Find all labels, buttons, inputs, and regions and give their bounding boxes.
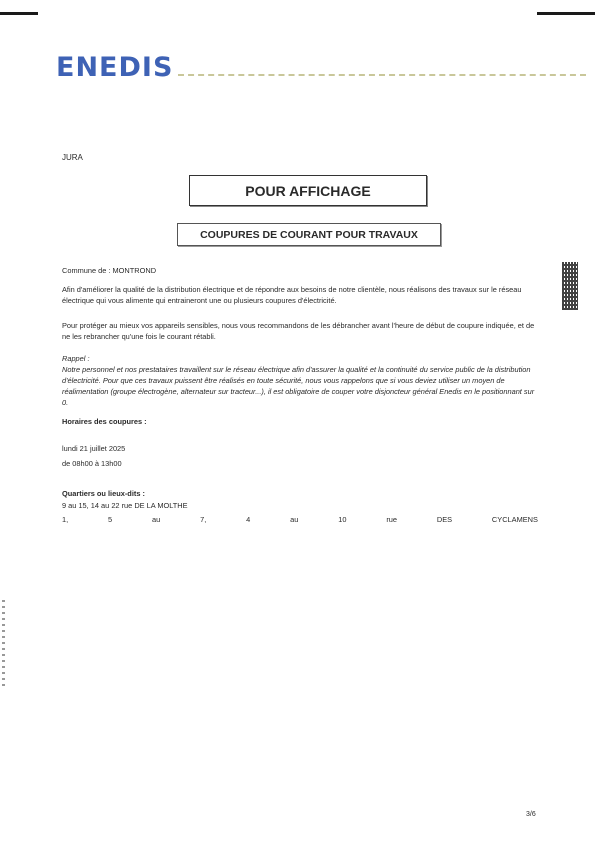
commune-line: Commune de : MONTROND: [62, 266, 157, 275]
protect-paragraph: Pour protéger au mieux vos appareils sensibles, nous vous recommandons de les débrancher avant l'heure de début de coupure indiquée, et de ne les rebrancher qu'une fois le courant rétabli.: [62, 321, 535, 341]
notice-subtitle-text: COUPURES DE COURANT POUR TRAVAUX: [200, 228, 418, 241]
reminder-label: Rappel :: [62, 354, 90, 363]
intro-paragraph: Afin d'améliorer la qualité de la distribution électrique et de répondre aux besoins de notre clientèle, nous réalisons des travaux sur le réseau électrique qui vous alimente qui entraineront une ou plusieurs coupures d'électricité.: [62, 285, 522, 305]
area-line-1: 9 au 15, 14 au 22 rue DE LA MOLTHE: [62, 501, 188, 510]
notice-subtitle: [177, 223, 441, 246]
reminder-paragraph: Notre personnel et nos prestataires travaillent sur le réseau électrique afin d'assurer la qualité et la continuité du service public de la distribution d'électricité. Pour que ces travaux puissent être réalisés en toute sécurité, nous vous rappelons que si vous deviez utiliser un moyen de réalimentation (groupe électrogène, alternateur sur tracteur...), il est obligatoire de couper votre disjoncteur général Enedis en le positionnant sur 0.: [62, 365, 535, 407]
area-word: 1,: [62, 515, 69, 524]
notice-title-text: POUR AFFICHAGE: [245, 182, 371, 199]
scan-margin-marks: [2, 600, 5, 690]
scan-mark-left: [0, 12, 38, 15]
notice-title: [189, 175, 427, 206]
region-label: JURA: [62, 153, 83, 162]
area-word: 10: [338, 515, 347, 524]
area-word: 4: [246, 515, 251, 524]
page-number: 3/6: [526, 811, 536, 818]
area-word: au: [152, 515, 161, 524]
area-word: 5: [108, 515, 113, 524]
scan-mark-right: [537, 12, 595, 15]
area-word: au: [290, 515, 299, 524]
enedis-logo: ENEDIS: [56, 52, 174, 83]
datamatrix-code: [562, 262, 578, 310]
area-word: CYCLAMENS: [491, 515, 538, 524]
schedule-label: Horaires des coupures :: [62, 417, 147, 426]
outage-date: lundi 21 juillet 2025: [62, 444, 126, 453]
outage-time: de 08h00 à 13h00: [62, 459, 122, 468]
area-word: rue: [386, 515, 397, 524]
area-word: DES: [436, 515, 453, 524]
area-line-2: [62, 515, 538, 524]
header-rule: [178, 74, 586, 76]
areas-label: Quartiers ou lieux-dits :: [62, 489, 145, 498]
area-word: 7,: [200, 515, 207, 524]
